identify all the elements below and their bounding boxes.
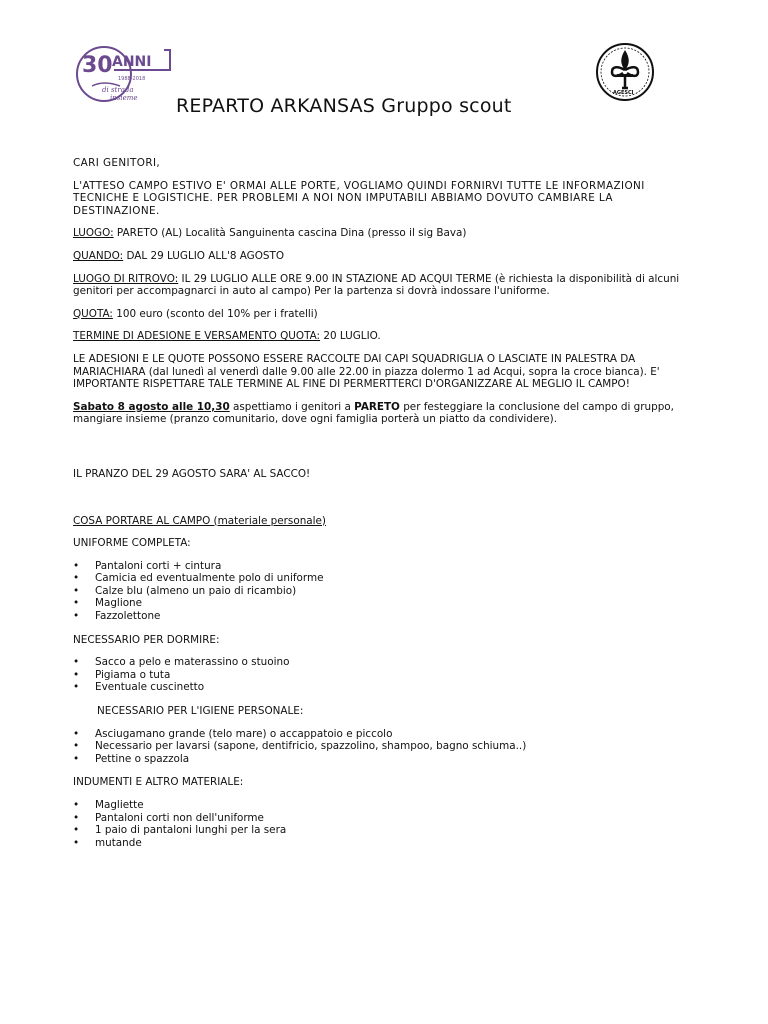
uniforme-list: [73, 560, 695, 623]
list-item: • Necessario per lavarsi (sapone, dentifricio, spazzolino, shampoo, bagno schiuma..): [73, 740, 695, 753]
indumenti-list: [73, 799, 695, 849]
list-item: • Camicia ed eventualmente polo di uniforme: [73, 572, 695, 585]
quota-text: 100 euro (sconto del 10% per i fratelli): [112, 307, 318, 320]
intro-paragraph: L'ATTESO CAMPO ESTIVO E' ORMAI ALLE PORTE, VOGLIAMO QUINDI FORNIRVI TUTTE LE INFORMAZIONI TECNICHE E LOGISTICHE. PER PROBLEMI A NOI NON IMPUTABILI ABBIAMO DOVUTO CAMBIARE LA DESTINAZIONE.: [73, 179, 645, 217]
igiene-list: [73, 728, 695, 766]
list-item: • 1 paio di pantaloni lunghi per la sera: [73, 824, 695, 837]
list-item: • Calze blu (almeno un paio di ricambio): [73, 585, 695, 598]
ritrovo-text: IL 29 LUGLIO ALLE ORE 9.00 IN STAZIONE AD ACQUI TERME (è richiesta la disponibilità di alcuni genitori per accompagnarci in auto al campo) Per la partenza si dovrà indossare l'uniforme.: [73, 272, 680, 298]
list-item: • Pantaloni corti non dell'uniforme: [73, 812, 695, 825]
svg-text:insieme: insieme: [110, 94, 138, 102]
uniforme-heading: UNIFORME COMPLETA:: [73, 537, 191, 550]
luogo-text: PARETO (AL) Località Sanguinenta cascina Dina (presso il sig Bava): [113, 227, 467, 240]
list-item: • Pantaloni corti + cintura: [73, 560, 695, 573]
quota-line: [73, 308, 695, 321]
quando-line: [73, 250, 695, 263]
sabato-place: PARETO: [354, 400, 400, 413]
termine-line: [73, 330, 695, 343]
list-item: • Maglione: [73, 597, 695, 610]
igiene-heading: NECESSARIO PER L'IGIENE PERSONALE:: [97, 705, 304, 718]
page-title: REPARTO ARKANSAS Gruppo scout: [176, 95, 512, 117]
greeting: CARI GENITORI,: [73, 157, 161, 169]
termine-label: TERMINE DI ADESIONE E VERSAMENTO QUOTA:: [73, 330, 321, 343]
list-item: • mutande: [73, 837, 695, 850]
list-item: • Pettine o spazzola: [73, 753, 695, 766]
agesci-logo: [592, 30, 658, 112]
list-item: • Eventuale cuscinetto: [73, 681, 695, 694]
dormire-list: [73, 656, 695, 694]
ritrovo-paragraph: [73, 273, 695, 298]
indumenti-heading: INDUMENTI E ALTRO MATERIALE:: [73, 776, 244, 789]
pranzo-note: IL PRANZO DEL 29 AGOSTO SARA' AL SACCO!: [73, 467, 311, 480]
dormire-heading: NECESSARIO PER DORMIRE:: [73, 633, 220, 646]
quota-label: QUOTA:: [73, 307, 113, 320]
svg-text:AGESCI: AGESCI: [613, 90, 634, 96]
cosa-portare-heading: COSA PORTARE AL CAMPO (materiale personale): [73, 514, 326, 527]
list-item: • Magliette: [73, 799, 695, 812]
sabato-paragraph: [73, 401, 695, 426]
list-item: • Fazzolettone: [73, 610, 695, 623]
luogo-line: [73, 227, 695, 240]
svg-text:30: 30: [82, 53, 113, 78]
sabato-text-2: per festeggiare la conclusione del campo di gruppo, mangiare insieme (pranzo comunitario, dove ogni famiglia porterà un piatto da condividere).: [73, 400, 674, 426]
luogo-label: LUOGO:: [73, 227, 114, 240]
quando-text: DAL 29 LUGLIO ALL'8 AGOSTO: [123, 249, 285, 262]
list-item: • Sacco a pelo e materassino o stuoino: [73, 656, 695, 669]
svg-text:1988-2018: 1988-2018: [118, 76, 146, 82]
sabato-label: Sabato 8 agosto alle 10,30: [73, 400, 230, 413]
termine-text: 20 LUGLIO.: [320, 330, 381, 343]
quando-label: QUANDO:: [73, 249, 124, 262]
letter-body: [73, 157, 695, 849]
list-item: • Asciugamano grande (telo mare) o accappatoio e piccolo: [73, 728, 695, 741]
ritrovo-label: LUOGO DI RITROVO:: [73, 272, 179, 285]
svg-text:di strada: di strada: [102, 86, 134, 94]
svg-text:ANNI: ANNI: [112, 54, 152, 70]
list-item: • Pigiama o tuta: [73, 669, 695, 682]
sabato-text-1: aspettiamo i genitori a: [229, 400, 355, 413]
adesioni-paragraph: LE ADESIONI E LE QUOTE POSSONO ESSERE RACCOLTE DAI CAPI SQUADRIGLIA O LASCIATE IN PALESTRA DA MARIACHIARA (dal lunedì al venerdì dalle 9.00 alle 22.00 in piazza dolermo 1 ad Acqui, sopra la croce bianca). E' IMPORTANTE RISPETTARE TALE TERMINE AL FINE DI PERMERTTERCI D'ORGANIZZARE AL MEGLIO IL CAMPO!: [73, 352, 660, 391]
anniversary-logo: [74, 40, 174, 110]
